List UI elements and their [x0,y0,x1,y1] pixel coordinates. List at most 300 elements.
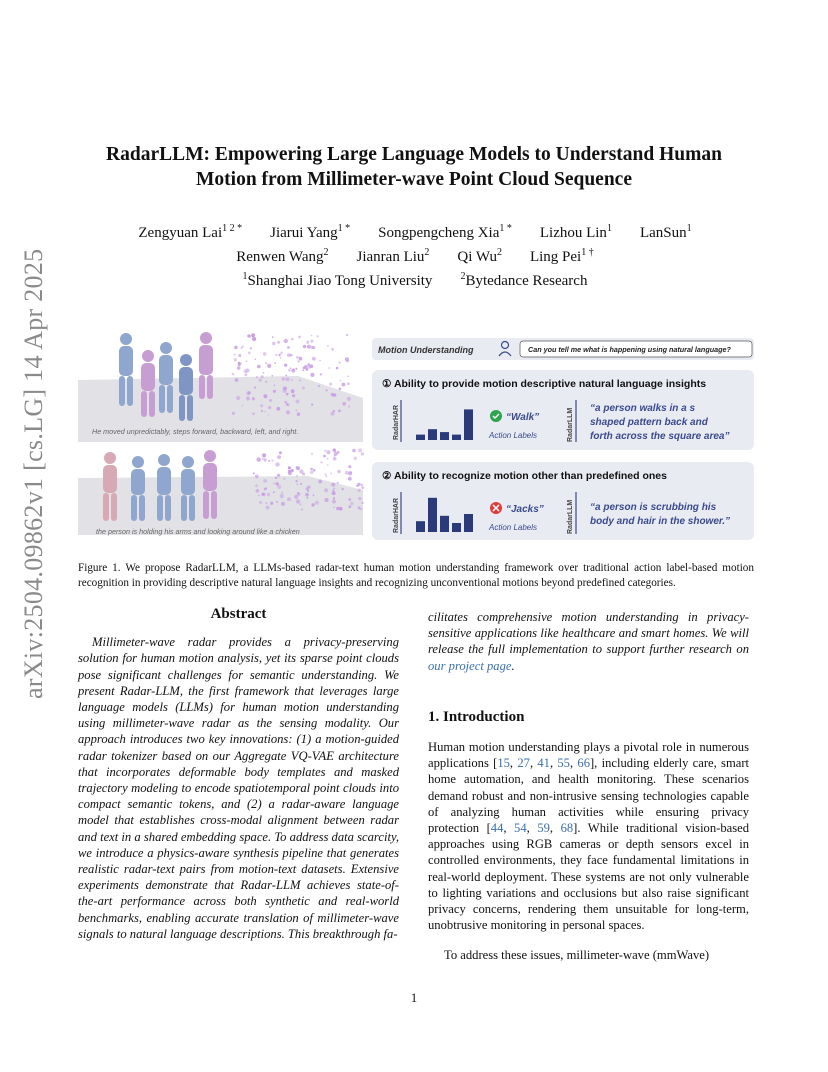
radar-point [342,402,346,406]
radar-point [287,346,290,349]
radar-point [255,359,257,361]
radar-point [237,366,241,370]
radar-point [313,494,315,496]
panel-1-action-sub: Action Labels [489,431,538,440]
radar-point [330,473,332,475]
abstract-cont-end: . [511,658,515,673]
affiliation-marker: 2 [460,271,466,282]
radar-point [354,457,358,461]
radar-point [325,475,327,477]
radar-point [285,375,287,377]
radar-point [278,354,280,356]
panel-2-action: “Jacks” [506,504,544,515]
radar-point [326,450,330,454]
radar-point [241,347,243,349]
radar-point [302,386,305,389]
radar-point [234,354,236,356]
check-icon [490,410,502,422]
radar-point [310,373,314,377]
radar-point [297,413,300,416]
paragraph-text: , [569,756,578,771]
radar-point [281,502,285,506]
radar-point [361,452,364,455]
radar-point [327,345,329,347]
radar-point [339,388,342,391]
panel-1-action: “Walk” [506,412,540,423]
radar-point [276,482,279,485]
radar-point [310,468,313,471]
radar-point [296,410,298,412]
radar-point [319,360,321,362]
radar-point [313,469,316,472]
radar-point [251,333,255,337]
radar-point [298,336,301,339]
radar-point [331,483,335,487]
radar-point [357,489,360,492]
author-affiliation-marker: 1 [686,223,692,234]
panel-2-answer-line: “a person is scrubbing his [590,502,717,513]
histogram-bar [464,409,473,440]
panel-2-llm-label: RadarLLM [567,499,574,534]
radar-point [286,410,290,414]
radar-point [284,364,287,367]
histogram-bar [440,516,449,532]
radar-point [331,393,335,397]
radar-point [275,354,277,356]
author-name [378,219,512,243]
radar-point [272,342,276,346]
radar-point [248,391,251,394]
radar-point [287,353,291,357]
radar-point [361,502,364,505]
radar-point [262,453,266,457]
author-affiliation-marker: 1 * [337,223,351,234]
abstract-body: Millimeter-wave radar provides a privacy-preserving solution for human motion analysis, yet its sparse point clouds pose significant challenges for semantic understanding. We present Radar-LLM, the first framework that leverages large language models (LLMs) for human motion understanding using millimeter-wave radar as the sensing modality. Our approach introduces two key innovations: (1) a motion-guided radar tokenizer based on our Aggregate VQ-VAE architecture that incorporates deformable body templates and masked trajectory modeling to encode spatiotemporal point clouds into compact semantic tokens, and (2) a radar-aware language model that establishes cross-modal alignment between radar and text in a shared embedding space. To address data scarcity, we introduce a physics-aware synthesis pipeline that generates realistic radar-text pairs from motion-text datasets. Extensive experiments demonstrate that Radar-LLM achieves state-of-the-art performance across both synthetic and real-world benchmarks, enabling accurate translation of millimeter-wave signals to natural language descriptions. This breakthrough fa- [78,635,399,941]
radar-point [284,339,288,343]
radar-point [274,362,276,364]
radar-point [325,474,327,476]
radar-point [318,480,322,484]
radar-point [299,503,301,505]
radar-point [297,492,300,495]
radar-point [277,474,280,477]
panel-2-heading: ② Ability to recognize motion other than predefined ones [382,470,667,482]
panel-1-answer-line: shaped pattern back and [590,417,708,428]
radar-point [280,357,282,359]
radar-point [305,493,309,497]
radar-point [281,492,283,494]
radar-point [263,372,265,374]
citation-link[interactable]: 27 [517,756,530,771]
radar-point [332,500,336,504]
radar-point [327,458,329,460]
radar-point [345,357,349,361]
radar-point [265,502,267,504]
radar-point [273,491,275,493]
radar-point [248,352,251,355]
histogram-bar [428,498,437,532]
panel-2-answer-line: body and hair in the shower.” [590,516,731,527]
abstract-heading: Abstract [210,606,267,622]
radar-point [291,389,295,393]
radar-point [350,502,354,506]
radar-point [302,369,304,371]
radar-point [302,473,305,476]
radar-point [333,457,337,461]
radar-point [264,488,266,490]
radar-point [263,352,267,356]
panel-1-har-label: RadarHAR [393,404,400,440]
citation-link[interactable]: 44 [490,821,504,836]
histogram-bar [452,435,461,440]
radar-point [333,488,335,490]
radar-point [277,341,280,344]
radar-point [263,394,267,398]
paragraph-text: ]. While traditional vision-based approaches using RGB cameras or depth sensors excel in controlled environments, they face fundamental limitations in real-world deployment. These systems are not only vulnerable to lighting variations and occlusions but also raise significant privacy concerns, rendering them unsuitable for long-term, unobtrusive monitoring in personal spaces. [428,821,750,933]
paragraph-text: ], including elderly care, smart home automation, and health monitoring. These scenarios demand robust and non-intrusive sensing technologies capable of analyzing human activities while ensuring privacy protection [ [428,756,750,836]
radar-point [346,334,348,336]
title-line-1: RadarLLM: Empowering Large Language Models to Understand Human [106,144,722,165]
radar-point [256,489,260,493]
author-name-text: Jiarui Yang [270,225,338,241]
abstract-column [78,606,399,942]
affiliation [460,267,587,291]
author-affiliation-marker: 1 † [581,247,594,258]
project-page-link[interactable]: our project page [428,658,512,673]
radar-point [311,404,313,406]
figure-1-graphic [78,330,754,546]
citation-link[interactable]: 59 [537,821,550,836]
citation-link[interactable]: 55 [557,756,570,771]
radar-point [311,503,314,506]
radar-point [238,354,241,357]
radar-point [297,484,299,486]
author-row-1 [90,219,740,243]
radar-point [235,378,239,382]
radar-point [347,382,350,385]
author-name [270,219,350,243]
radar-point [250,347,252,349]
paper-title [100,142,728,192]
radar-point [266,506,270,510]
author-name-text: LanSun [639,225,687,241]
author-affiliation-marker: 1 [606,223,612,234]
citation-link[interactable]: 68 [560,821,574,836]
histogram-bar [440,432,449,440]
radar-point [252,337,254,339]
radar-point [303,345,307,349]
radar-point [291,469,294,472]
radar-point [296,475,298,477]
figure-1 [78,330,754,546]
radar-point [337,482,339,484]
radar-point [296,356,299,359]
radar-point [307,342,309,344]
radar-point [338,508,340,510]
panel-1-llm-label: RadarLLM [567,407,574,442]
radar-point [292,394,295,397]
paragraph-text: , [549,821,561,836]
radar-point [276,407,280,411]
radar-point [280,494,284,498]
radar-point [358,497,361,500]
page-number: 1 [410,991,418,1005]
radar-point [245,373,248,376]
citation-link[interactable]: 15 [497,756,510,771]
affiliation [243,267,433,291]
radar-point [267,364,271,368]
radar-point [337,470,340,473]
paragraph-text: , [549,756,558,771]
bottom-scene-caption: the person is holding his arms and looking around like a chicken [96,527,300,536]
radar-point [270,502,273,505]
cross-icon [490,502,502,514]
radar-point [234,346,238,350]
radar-point [345,471,349,475]
radar-point [273,390,276,393]
radar-point [277,485,281,489]
author-name [540,219,612,243]
introduction-heading: 1. Introduction [428,709,525,725]
radar-point [286,403,289,406]
radar-point [285,378,287,380]
radar-point [348,505,351,508]
radar-point [333,506,335,508]
radar-point [358,506,361,509]
radar-point [307,365,311,369]
author-affiliation-marker: 2 [323,247,329,258]
radar-point [332,410,335,413]
paragraph-text: , [503,821,515,836]
citation-link[interactable]: 41 [537,756,550,771]
author-name-text: Renwen Wang [236,249,324,265]
introduction-paragraph-1 [428,739,749,933]
radar-point [272,336,274,338]
abstract-continuation [428,609,749,674]
radar-point [263,479,267,483]
radar-point [326,389,328,391]
panel-1-heading: ① Ability to provide motion descriptive natural language insights [382,378,707,390]
radar-point [252,397,255,400]
radar-point [287,497,291,501]
author-name [640,219,692,243]
radar-point [241,405,243,407]
author-row-2 [90,243,740,267]
radar-point [360,484,363,487]
radar-point [334,455,336,457]
radar-point [332,489,334,491]
radar-point [305,365,307,367]
author-name-text: Lizhou Lin [539,225,607,241]
radar-point [348,405,350,407]
radar-point [339,362,341,364]
radar-point [253,472,255,474]
author-affiliation-marker: 2 [496,247,502,258]
arxiv-identifier: arXiv:2504.09862v1 [cs.LG] 14 Apr 2025 [19,248,48,699]
radar-point [232,373,235,376]
figure-caption: Figure 1. We propose RadarLLM, a LLMs-based radar-text human motion understanding framework over traditional action label-based motion recognition in providing descriptive natural language insights and recognizing unconventional motions beyond predefined categories. [78,562,754,589]
radar-point [299,379,301,381]
author-name-text: Ling Pei [529,249,582,265]
radar-point [342,383,346,387]
radar-point [300,483,302,485]
radar-point [318,385,320,387]
author-name-text: Jianran Liu [356,249,425,265]
radar-point [279,451,282,454]
radar-point [331,348,334,351]
radar-point [259,379,262,382]
citation-link[interactable]: 54 [514,821,527,836]
author-name [457,243,502,267]
radar-point [260,404,263,407]
author-name-text: Qi Wu [457,249,497,265]
radar-point [234,358,237,361]
radar-point [357,483,360,486]
radar-point [299,357,303,361]
radar-point [291,369,295,373]
radar-point [347,397,351,401]
radar-point [305,368,308,371]
radar-point [254,387,256,389]
radar-point [257,457,261,461]
radar-point [261,410,263,412]
radar-point [320,461,322,463]
radar-point [294,495,298,499]
radar-point [328,367,330,369]
radar-point [264,411,266,413]
histogram-bar [428,429,437,440]
citation-link[interactable]: 66 [577,756,590,771]
radar-point [286,393,289,396]
radar-point [301,509,303,511]
radar-point [262,458,264,460]
panel-2-action-sub: Action Labels [489,523,538,532]
paragraph-text: , [509,756,518,771]
radar-point [236,396,240,400]
author-name [530,243,594,267]
radar-point [267,493,270,496]
radar-point [333,448,337,452]
introduction-paragraph-2: To address these issues, millimeter-wave (mmWave) [444,948,710,962]
author-name-text: Songpengcheng Xia [378,225,500,241]
radar-point [320,373,322,375]
radar-point [255,484,258,487]
radar-point [276,501,278,503]
radar-point [268,460,270,462]
radar-point [317,335,319,337]
radar-point [284,478,286,480]
radar-point [247,334,251,338]
radar-point [288,369,291,372]
author-affiliation-marker: 2 [424,247,430,258]
affiliation-marker: 1 [242,271,248,282]
radar-point [282,377,285,380]
radar-point [311,453,313,455]
top-scene-caption: He moved unpredictably, steps forward, backward, left, and right. [92,427,299,436]
radar-point [274,385,276,387]
radar-point [242,346,244,348]
radar-point [291,338,293,340]
affiliation-name: Bytedance Research [465,273,588,289]
author-affiliation-marker: 1 * [499,223,512,234]
radar-point [238,362,241,365]
radar-point [336,367,339,370]
radar-point [269,399,272,402]
radar-point [323,455,326,458]
radar-point [295,368,297,370]
radar-point [339,380,341,382]
radar-point [350,471,352,473]
radar-point [324,498,328,502]
radar-point [310,340,313,343]
radar-point [333,497,335,499]
radar-point [341,488,343,490]
paragraph-text: , [526,821,538,836]
radar-point [264,458,267,461]
radar-point [259,501,262,504]
radar-point [296,499,300,503]
histogram-bar [464,514,473,532]
author-block [90,219,740,291]
panel-2-har-label: RadarHAR [393,497,400,533]
author-affiliation-marker: 1 2 * [222,223,243,234]
radar-point [358,448,362,452]
radar-point [261,493,264,496]
radar-point [252,412,255,415]
radar-point [296,400,300,404]
affiliation-name: Shanghai Jiao Tong University [247,273,433,289]
radar-point [275,462,279,466]
radar-point [280,352,283,355]
radar-point [327,464,329,466]
radar-point [348,498,351,501]
radar-point [306,497,308,499]
affiliation-row [90,267,740,291]
radar-point [298,360,300,362]
paragraph-text: , [529,756,538,771]
paragraph-text: Human motion understanding plays a pivotal role in numerous applications [ [428,740,749,771]
radar-point [232,412,235,415]
radar-point [329,383,332,386]
radar-point [324,450,326,452]
radar-point [295,480,297,482]
radar-point [273,482,275,484]
radar-point [332,491,336,495]
author-name-text: Zengyuan Lai [138,225,223,241]
radar-point [348,465,351,468]
radar-point [347,375,349,377]
abstract-cont-text: cilitates comprehensive motion understanding in privacy-sensitive applications like healthcare and smart homes. We will release the full implementation to support further research on [428,610,749,657]
motion-understanding-label: Motion Understanding [378,345,474,355]
radar-point [307,345,311,349]
radar-point [268,406,271,409]
radar-point [244,369,248,373]
radar-point [268,414,270,416]
radar-point [296,466,298,468]
radar-point [257,365,261,369]
panel-1-answer-line: “a person walks in a s [590,403,696,414]
radar-point [277,455,281,459]
radar-point [312,357,316,361]
radar-point [288,466,291,469]
histogram-bar [452,523,461,532]
title-line-2: Motion from Millimeter-wave Point Cloud Sequence [196,169,632,190]
radar-point [283,389,287,393]
radar-point [306,487,309,490]
radar-point [261,375,264,378]
radar-point [348,477,352,481]
radar-point [271,459,273,461]
